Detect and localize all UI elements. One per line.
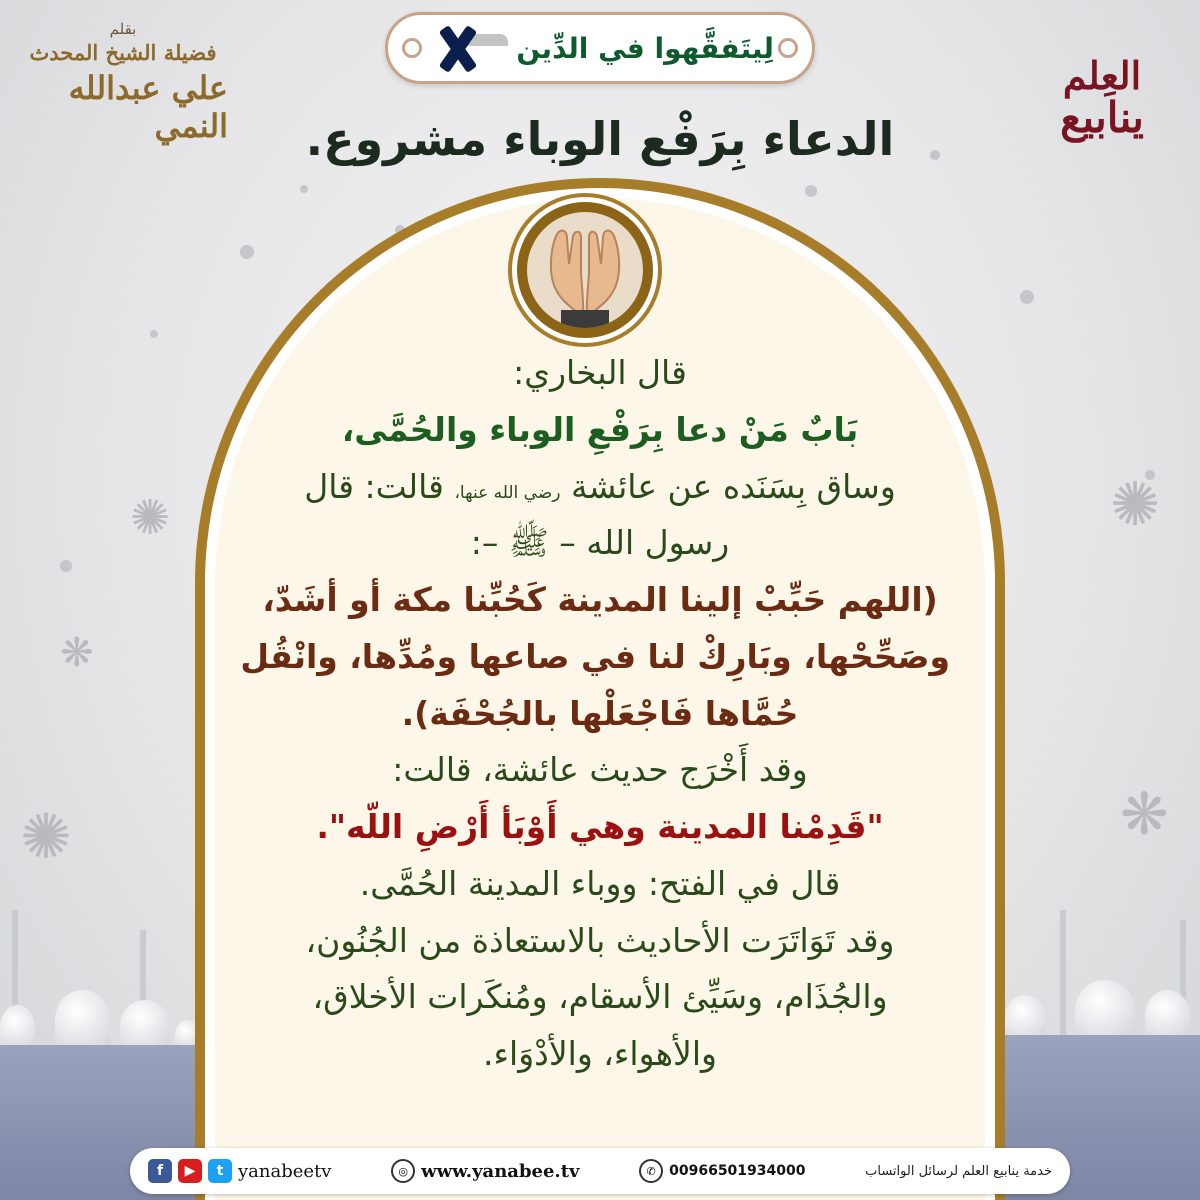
virus-icon: ❋ (1120, 780, 1169, 848)
youtube-icon[interactable]: ▶ (178, 1159, 202, 1183)
facebook-icon[interactable]: f (148, 1159, 172, 1183)
text-line: وقد أَخْرَج حديث عائشة، قالت: (392, 750, 808, 790)
text-line: والجُذَام، وسَيِّئ الأسقام، ومُنكَرات الأخلاق، (312, 977, 888, 1017)
social-group (148, 1159, 331, 1183)
background-dot (150, 330, 158, 338)
logo-word-yanabee: ينابيع (1060, 92, 1144, 142)
text-line-quote: "قَدِمْنا المدينة وهي أَوْبَأ أَرْضِ اللّه". (316, 807, 884, 846)
dome (1005, 995, 1045, 1040)
text-line-dua: وصَحِّحْها، وبَارِكْ لنا في صاعها ومُدِّها، وانْقُل (240, 636, 950, 676)
phone-number[interactable]: 00966501934000 (669, 1163, 806, 1179)
whatsapp-service-label: خدمة ينابيع العلم لرسائل الواتساب (865, 1163, 1052, 1179)
header-badge (385, 12, 815, 84)
virus-icon: ✺ (20, 800, 72, 873)
twitter-icon[interactable]: t (208, 1159, 232, 1183)
background-dot (60, 560, 72, 572)
dome (120, 1000, 170, 1050)
text-fragment: –: (470, 523, 499, 563)
dome (55, 990, 110, 1050)
text-line: قال البخاري: (513, 353, 687, 392)
phone-group[interactable] (639, 1159, 805, 1183)
author-prefix: بقلم (109, 20, 137, 38)
badge-text: لِيتَفقَّهوا في الدِّين (516, 31, 774, 65)
badge-ring-right (778, 38, 798, 58)
virus-icon: ❋ (60, 630, 94, 676)
dome (1075, 980, 1135, 1040)
text-line-dua: (اللهم حَبِّبْ إلينا المدينة كَحُبِّنا مكة أو أشَدّ، (262, 580, 938, 619)
dua-hands-icon (527, 212, 643, 328)
text-fragment: وساق بِسَنَده عن عائشة (570, 466, 896, 506)
footer-bar (130, 1148, 1070, 1194)
text-line: قال في الفتح: ووباء المدينة الحُمَّى. (359, 863, 841, 903)
dome (1145, 990, 1190, 1040)
hadith-text (240, 345, 950, 1083)
social-handle[interactable]: yanabeetv (238, 1160, 332, 1182)
text-line: والأهواء، والأدْوَاء. (483, 1034, 717, 1073)
author-name: علي عبدالله النمي (68, 69, 228, 145)
background-dot (240, 245, 254, 259)
dribbble-icon[interactable]: ◎ (391, 1159, 415, 1183)
text-line-dua: حُمَّاها فَاجْعَلْها بالجُحْفَة). (401, 693, 799, 733)
background-dot (300, 185, 308, 193)
whatsapp-icon[interactable]: ✆ (639, 1159, 663, 1183)
background-dot (1020, 290, 1034, 304)
website-link[interactable]: www.yanabee.tv (421, 1160, 580, 1182)
honorific: رضي الله عنها، (454, 482, 561, 503)
website-group[interactable] (391, 1159, 579, 1183)
text-fragment: قالت: قال (304, 466, 444, 506)
text-line (250, 459, 950, 516)
author-title: فضيلة الشيخ المحدث (29, 40, 217, 65)
minaret (1060, 910, 1066, 1050)
dome (0, 1005, 35, 1050)
badge-ring-left (402, 38, 422, 58)
dua-hands-medallion (512, 197, 658, 343)
text-line: وقد تَوَاتَرَت الأحاديث بالاستعاذة من الجُنُون، (305, 920, 895, 960)
quran-x-logo-icon (426, 26, 512, 70)
logo-word-ilm: العِلم (1062, 52, 1142, 98)
text-line (250, 515, 950, 572)
text-fragment: رسول الله – (559, 523, 730, 563)
background-dot (805, 185, 817, 197)
virus-icon: ✺ (1110, 470, 1161, 540)
text-line-heading: بَابٌ مَنْ دعا بِرَفْعِ الوباء والحُمَّى، (341, 409, 859, 449)
salawat-glyph: ﷺ (508, 523, 549, 563)
page-title: الدعاء بِرَفْع الوباء مشروع. (305, 112, 895, 166)
virus-icon: ✺ (130, 490, 171, 546)
